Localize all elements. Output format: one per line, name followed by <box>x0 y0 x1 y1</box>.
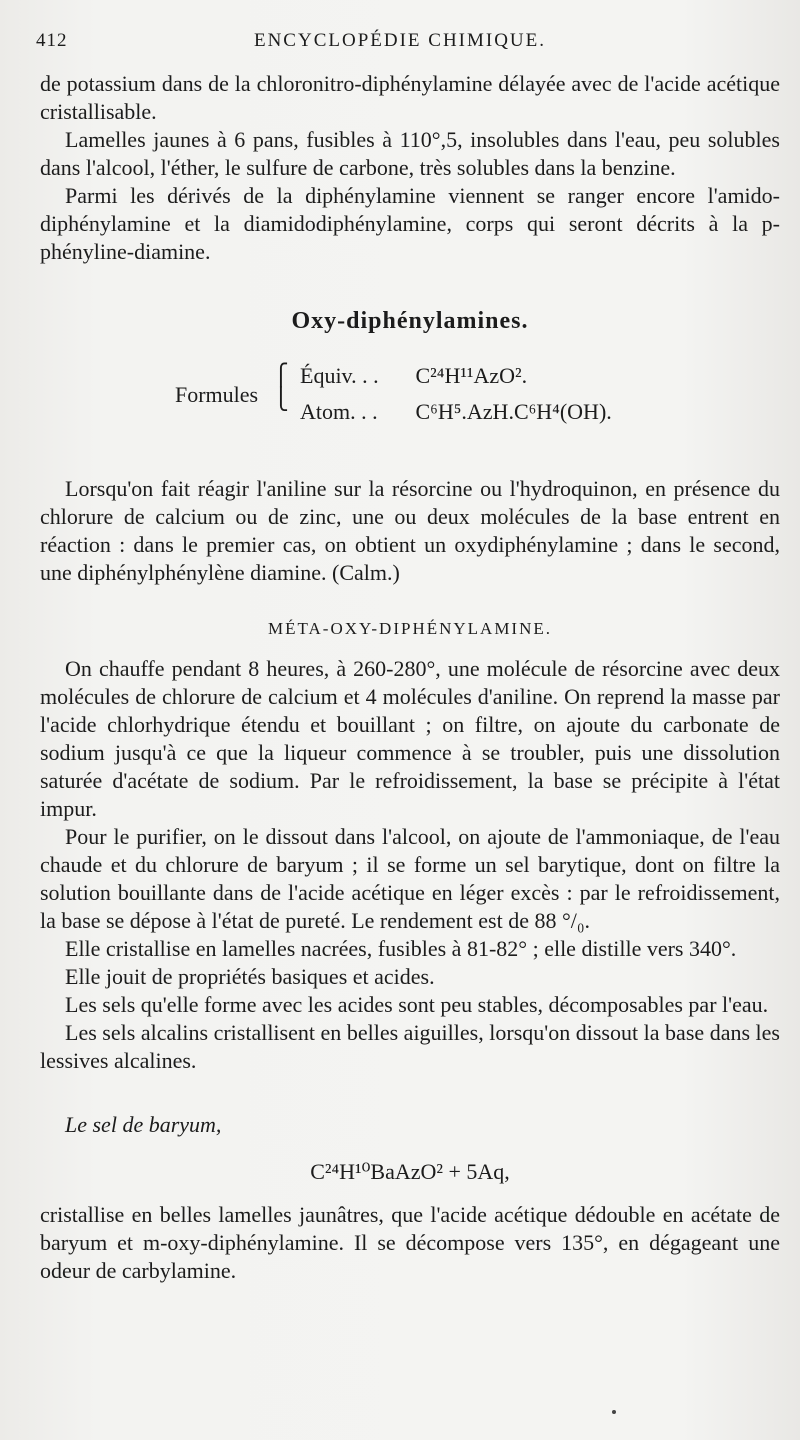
formula-atom-label: Atom. . . <box>300 399 378 424</box>
paragraph: Parmi les dérivés de la diphénylamine viennent se ranger encore l'amido-diphénylamine et la diamidodiphénylamine, corps qui seront décrits à la p-phényline-diamine. <box>40 183 780 264</box>
page-header <box>36 30 764 56</box>
paragraph: On chauffe pendant 8 heures, à 260-280°, une molécule de résorcine avec deux molécules de chlorure de calcium et 4 molécules d'aniline. On reprend la masse par l'acide chlorhydrique étendu et bouillant ; on filtre, on ajoute du carbonate de sodium jusqu'à ce que la liqueur commence à se troubler, puis une dissolution saturée d'acétate de sodium. Par le refroidissement, la base se précipite à l'état impur. <box>40 656 780 821</box>
paragraph: Les sels qu'elle forme avec les acides sont peu stables, décomposables par l'eau. <box>65 992 769 1017</box>
formula-atom-value: C⁶H⁵.AzH.C⁶H⁴(OH). <box>415 399 612 424</box>
paragraph: Les sels alcalins cristallisent en belles aiguilles, lorsqu'on dissout la base dans les lessives alcalines. <box>40 1020 780 1073</box>
formula-equiv-row <box>300 363 527 389</box>
paragraph: Elle cristallise en lamelles nacrées, fusibles à 81-82° ; elle distille vers 340°. <box>65 936 737 961</box>
page-number: 412 <box>36 30 68 51</box>
paragraph: Elle jouit de propriétés basiques et acides. <box>65 964 435 989</box>
formula-block <box>40 363 780 437</box>
formula-equiv-value: C²⁴H¹¹AzO². <box>415 363 528 388</box>
paragraph: Pour le purifier, on le dissout dans l'alcool, on ajoute de l'ammoniaque, de l'eau chaude et du chlorure de baryum ; il se forme un sel barytique, dont on filtre la solution bouillante dans de l'acide acétique en léger excès : par le refroidissement, la base se dépose à l'état de pureté. Le rendement est de 88 °/₀. <box>40 824 780 933</box>
formula-atom-row <box>300 399 612 425</box>
paragraph: Lorsqu'on fait réagir l'aniline sur la résorcine ou l'hydroquinon, en présence du chlorure de calcium ou de zinc, une ou deux molécules de la base entrent en réaction : dans le premier cas, on obtient un oxydiphénylamine ; dans le second, une diphénylphénylène diamine. (Calm.) <box>40 476 780 585</box>
subsection-title: MÉTA-OXY-DIPHÉNYLAMINE. <box>267 619 553 638</box>
formula-equiv-label: Équiv. . . <box>300 363 379 388</box>
salt-formula: C²⁴H¹⁰BaAzO² + 5Aq, <box>310 1159 510 1184</box>
paragraph: de potassium dans de la chloronitro-diphénylamine délayée avec de l'acide acétique cristallisable. <box>40 71 780 124</box>
salt-intro-text: Le sel de baryum, <box>65 1112 222 1137</box>
salt-description: cristallise en belles lamelles jaunâtres, que l'acide acétique dédouble en acétate de baryum et m-oxy-diphénylamine. Il se décompose vers 135°, en dégageant une odeur de carbylamine. <box>40 1202 780 1283</box>
brace-icon: ⎧ ⎩ <box>273 363 289 411</box>
paragraph: Lamelles jaunes à 6 pans, fusibles à 110°,5, insolubles dans l'eau, peu solubles dans l'alcool, l'éther, le sulfure de carbone, très solubles dans la benzine. <box>40 127 780 180</box>
running-title: ENCYCLOPÉDIE CHIMIQUE. <box>253 30 547 51</box>
section-title: Oxy-diphénylamines. <box>291 308 529 334</box>
page-content <box>40 70 780 1285</box>
formula-label: Formules <box>175 382 259 407</box>
ink-dot <box>612 1410 616 1414</box>
salt-intro <box>40 1111 780 1139</box>
